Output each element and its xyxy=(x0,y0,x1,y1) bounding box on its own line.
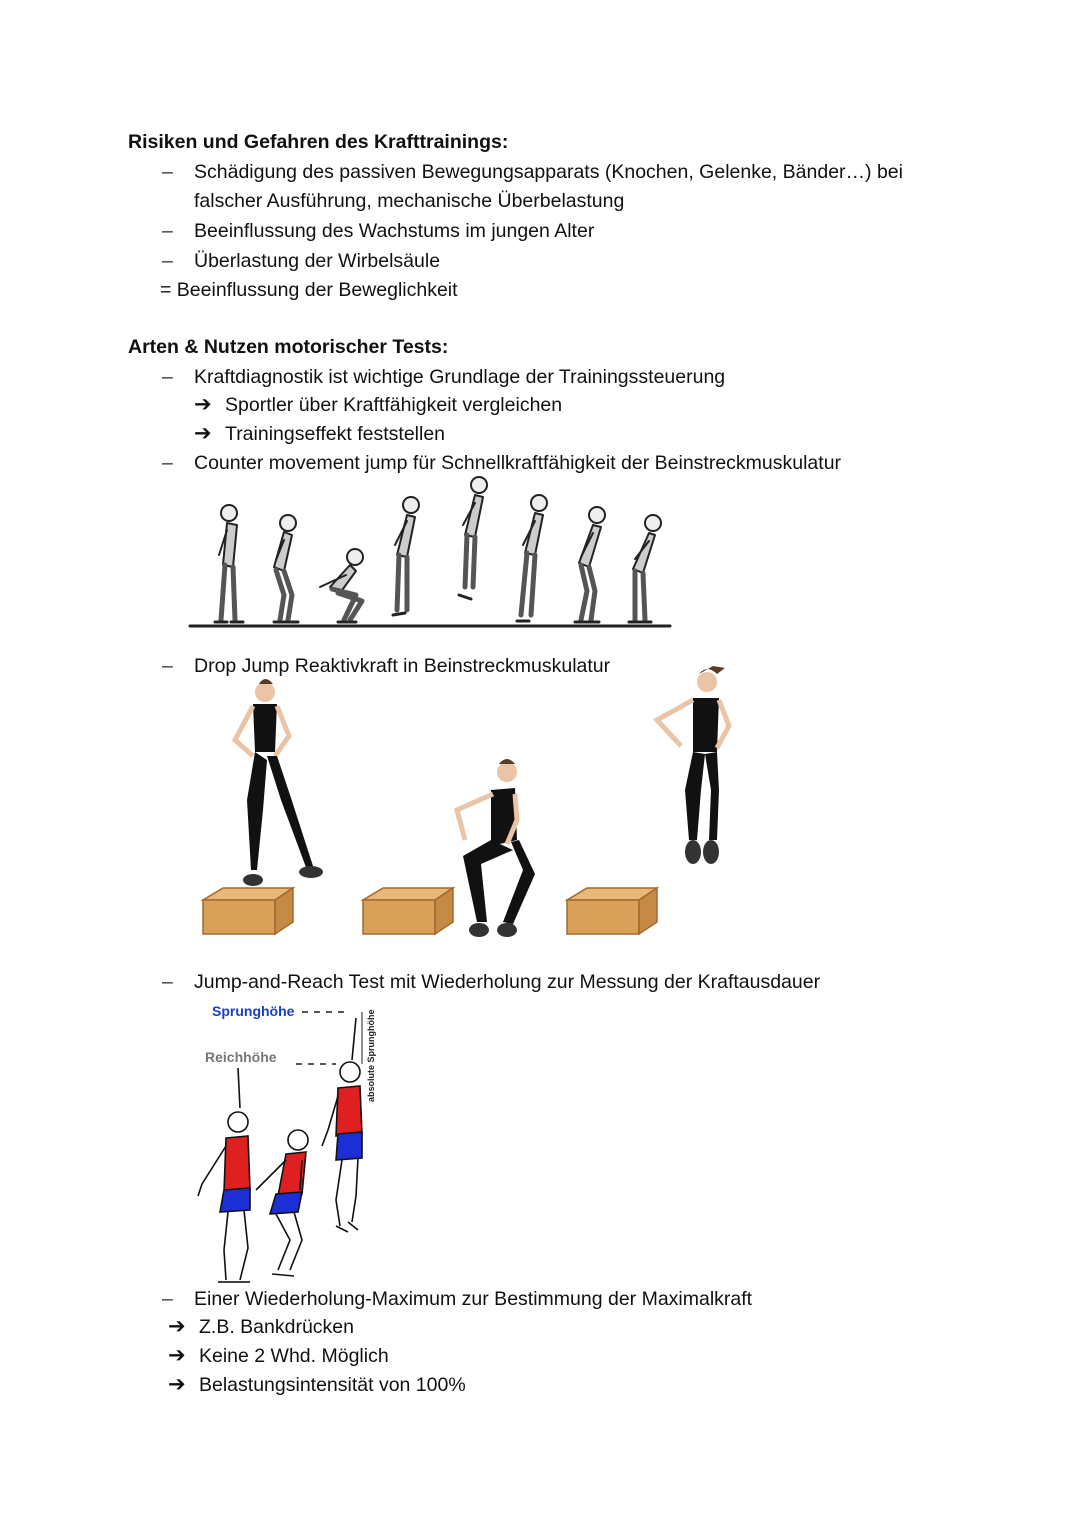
sub-list-item: Keine 2 Whd. Möglich xyxy=(199,1345,389,1367)
list-item: Beeinflussung des Wachstums im jungen Alter xyxy=(194,220,595,242)
drop-jump-illustration xyxy=(195,660,735,945)
dash-bullet: – xyxy=(162,655,173,677)
label-reichhoehe: Reichhöhe xyxy=(205,1049,277,1065)
dash-bullet: – xyxy=(162,161,173,183)
sub-list-item: Z.B. Bankdrücken xyxy=(199,1316,354,1338)
sub-list-item: Belastungsintensität von 100% xyxy=(199,1374,466,1396)
dash-bullet: – xyxy=(162,452,173,474)
arrow-icon: ➔ xyxy=(194,422,212,445)
section-heading-tests: Arten & Nutzen motorischer Tests: xyxy=(128,336,449,358)
list-item: Schädigung des passiven Bewegungsapparats (Knochen, Gelenke, Bänder…) bei xyxy=(194,161,903,183)
dash-bullet: – xyxy=(162,1288,173,1310)
list-item: falscher Ausführung, mechanische Überbelastung xyxy=(194,190,625,212)
label-sprunghoehe: Sprunghöhe xyxy=(212,1003,295,1019)
dash-bullet: – xyxy=(162,250,173,272)
dash-bullet: – xyxy=(162,971,173,993)
arrow-icon: ➔ xyxy=(168,1373,186,1396)
arrow-icon: ➔ xyxy=(168,1344,186,1367)
jump-and-reach-illustration xyxy=(190,1000,390,1290)
dash-bullet: – xyxy=(162,220,173,242)
dash-bullet: – xyxy=(162,366,173,388)
list-item: Jump-and-Reach Test mit Wiederholung zur Messung der Kraftausdauer xyxy=(194,971,821,993)
section-heading-risiken: Risiken und Gefahren des Krafttrainings: xyxy=(128,131,509,153)
sub-list-item: Trainingseffekt feststellen xyxy=(225,423,446,445)
equals-item: = Beeinflussung der Beweglichkeit xyxy=(160,279,458,301)
list-item: Überlastung der Wirbelsäule xyxy=(194,250,441,272)
list-item: Einer Wiederholung-Maximum zur Bestimmung der Maximalkraft xyxy=(194,1288,753,1310)
list-item: Kraftdiagnostik ist wichtige Grundlage der Trainingssteuerung xyxy=(194,366,726,388)
sub-list-item: Sportler über Kraftfähigkeit vergleichen xyxy=(225,394,563,416)
label-absolute-sprunghoehe: absolute Sprunghöhe xyxy=(366,1009,376,1102)
arrow-icon: ➔ xyxy=(168,1315,186,1338)
arrow-icon: ➔ xyxy=(194,393,212,416)
counter-movement-jump-illustration xyxy=(185,475,675,635)
list-item: Counter movement jump für Schnellkraftfähigkeit der Beinstreckmuskulatur xyxy=(194,452,842,474)
list-item: Drop Jump Reaktivkraft in Beinstreckmuskulatur xyxy=(194,655,611,677)
